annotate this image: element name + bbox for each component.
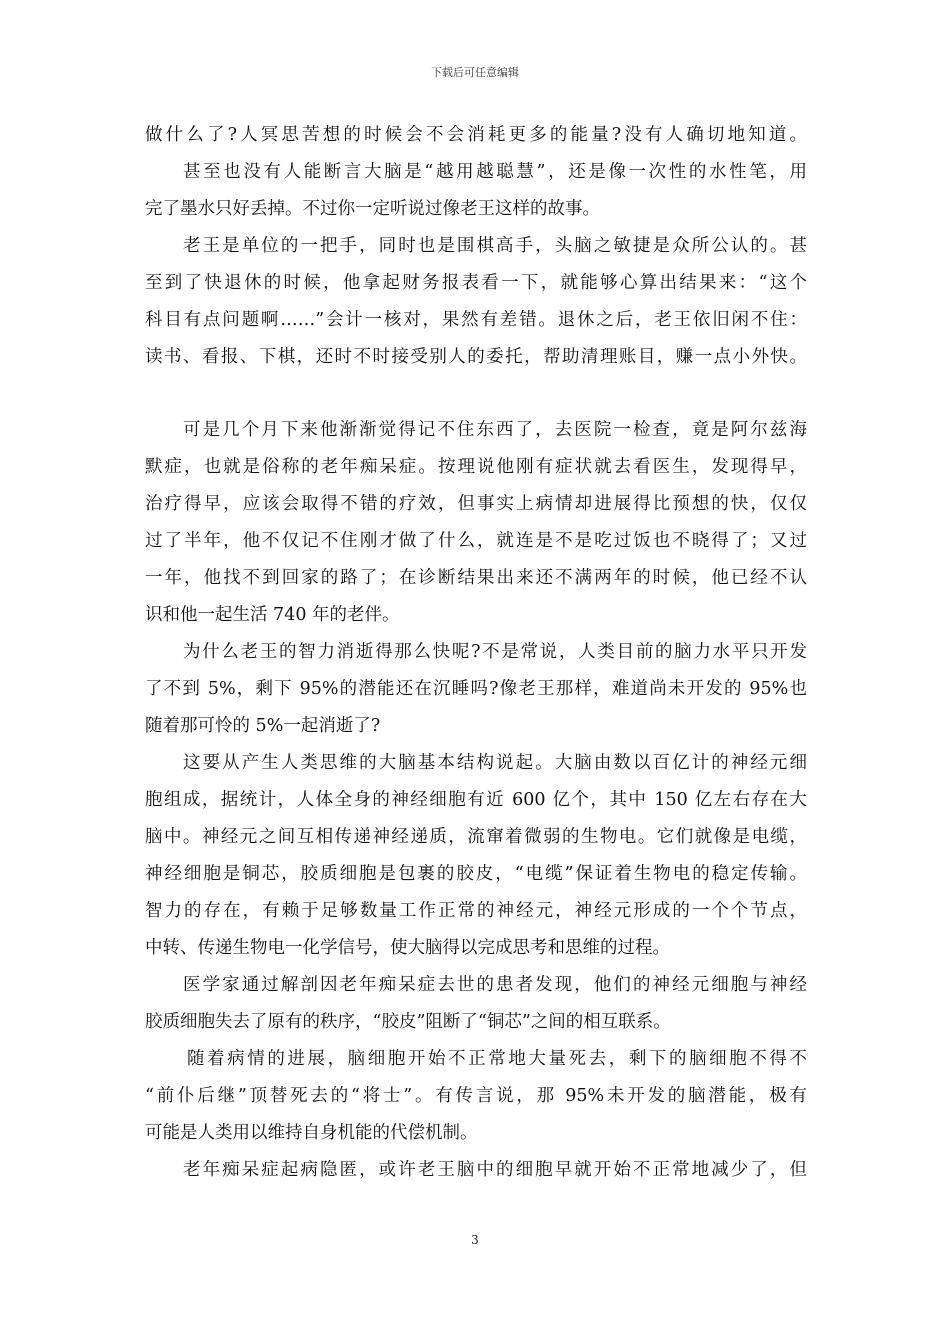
text-line: 胞组成，据统计，人体全身的神经细胞有近 600 亿个，其中 150 亿左右存在大 (145, 790, 807, 810)
page-header: 下载后可任意编辑 (431, 66, 519, 79)
paragraph-gap (145, 376, 807, 412)
text-line: “前仆后继”顶替死去的“将士”。有传言说，那 95%未开发的脑潜能，极有 (145, 1086, 807, 1106)
text-line: 可能是人类用以维持自身机能的代偿机制。 (145, 1123, 478, 1143)
text-line: 甚至也没有人能断言大脑是“越用越聪慧”，还是像一次性的水性笔，用 (183, 162, 807, 182)
text-line: 识和他一起生活 740 年的老伴。 (145, 605, 400, 625)
text-line: 智力的存在，有赖于足够数量工作正常的神经元，神经元形成的一个个节点， (145, 901, 807, 921)
page-number: 3 (471, 1233, 479, 1247)
text-line: 科目有点问题啊……”会计一核对，果然有差错。退休之后，老王依旧闲不住： (145, 310, 807, 330)
text-line: 读书、看报、下棋，还时不时接受别人的委托，帮助清理账目，赚一点小外快。 (145, 347, 807, 367)
text-line: 这要从产生人类思维的大脑基本结构说起。大脑由数以百亿计的神经元细 (183, 753, 807, 773)
text-line: 治疗得早，应该会取得不错的疗效，但事实上病情却进展得比预想的快，仅仅 (145, 494, 807, 514)
text-line: 随着那可怜的 5%一起消逝了? (145, 716, 381, 736)
text-line: 中转、传递生物电一化学信号，使大脑得以完成思考和思维的过程。 (145, 938, 670, 958)
text-line: 做什么了?人冥思苦想的时候会不会消耗更多的能量?没有人确切地知道。 (145, 125, 807, 145)
text-line: 胶质细胞失去了原有的秩序，“胶皮”阻断了“铜芯”之间的相互联系。 (145, 1012, 671, 1032)
text-line: 过了半年，他不仅记不住刚才做了什么，就连是不是吃过饭也不晓得了；又过 (145, 531, 807, 551)
text-line: 神经细胞是铜芯，胶质细胞是包裹的胶皮，“电缆”保证着生物电的稳定传输。 (145, 864, 807, 884)
text-line: 至到了快退休的时候，他拿起财务报表看一下，就能够心算出结果来：“这个 (145, 273, 807, 293)
text-line: 默症，也就是俗称的老年痴呆症。按理说他刚有症状就去看医生，发现得早， (145, 457, 807, 477)
text-line: 老年痴呆症起病隐匿，或许老王脑中的细胞早就开始不正常地减少了，但 (183, 1160, 807, 1180)
text-line: 脑中。神经元之间互相传递神经递质，流窜着微弱的生物电。它们就像是电缆， (145, 827, 807, 847)
text-line: 随着病情的进展，脑细胞开始不正常地大量死去，剩下的脑细胞不得不 (187, 1049, 807, 1069)
text-line: 老王是单位的一把手，同时也是围棋高手，头脑之敏捷是众所公认的。甚 (183, 236, 807, 256)
text-line: 为什么老王的智力消逝得那么快呢?不是常说，人类目前的脑力水平只开发 (183, 642, 807, 662)
text-line: 医学家通过解剖因老年痴呆症去世的患者发现，他们的神经元细胞与神经 (183, 975, 807, 995)
text-line: 一年，他找不到回家的路了；在诊断结果出来还不满两年的时候，他已经不认 (145, 568, 807, 588)
document-body (145, 117, 807, 1189)
text-line: 可是几个月下来他渐渐觉得记不住东西了，去医院一检查，竟是阿尔兹海 (183, 420, 807, 440)
text-line: 了不到 5%，剩下 95%的潜能还在沉睡吗?像老王那样，难道尚未开发的 95%也 (145, 679, 807, 699)
text-line: 完了墨水只好丢掉。不过你一定听说过像老王这样的故事。 (145, 199, 600, 219)
